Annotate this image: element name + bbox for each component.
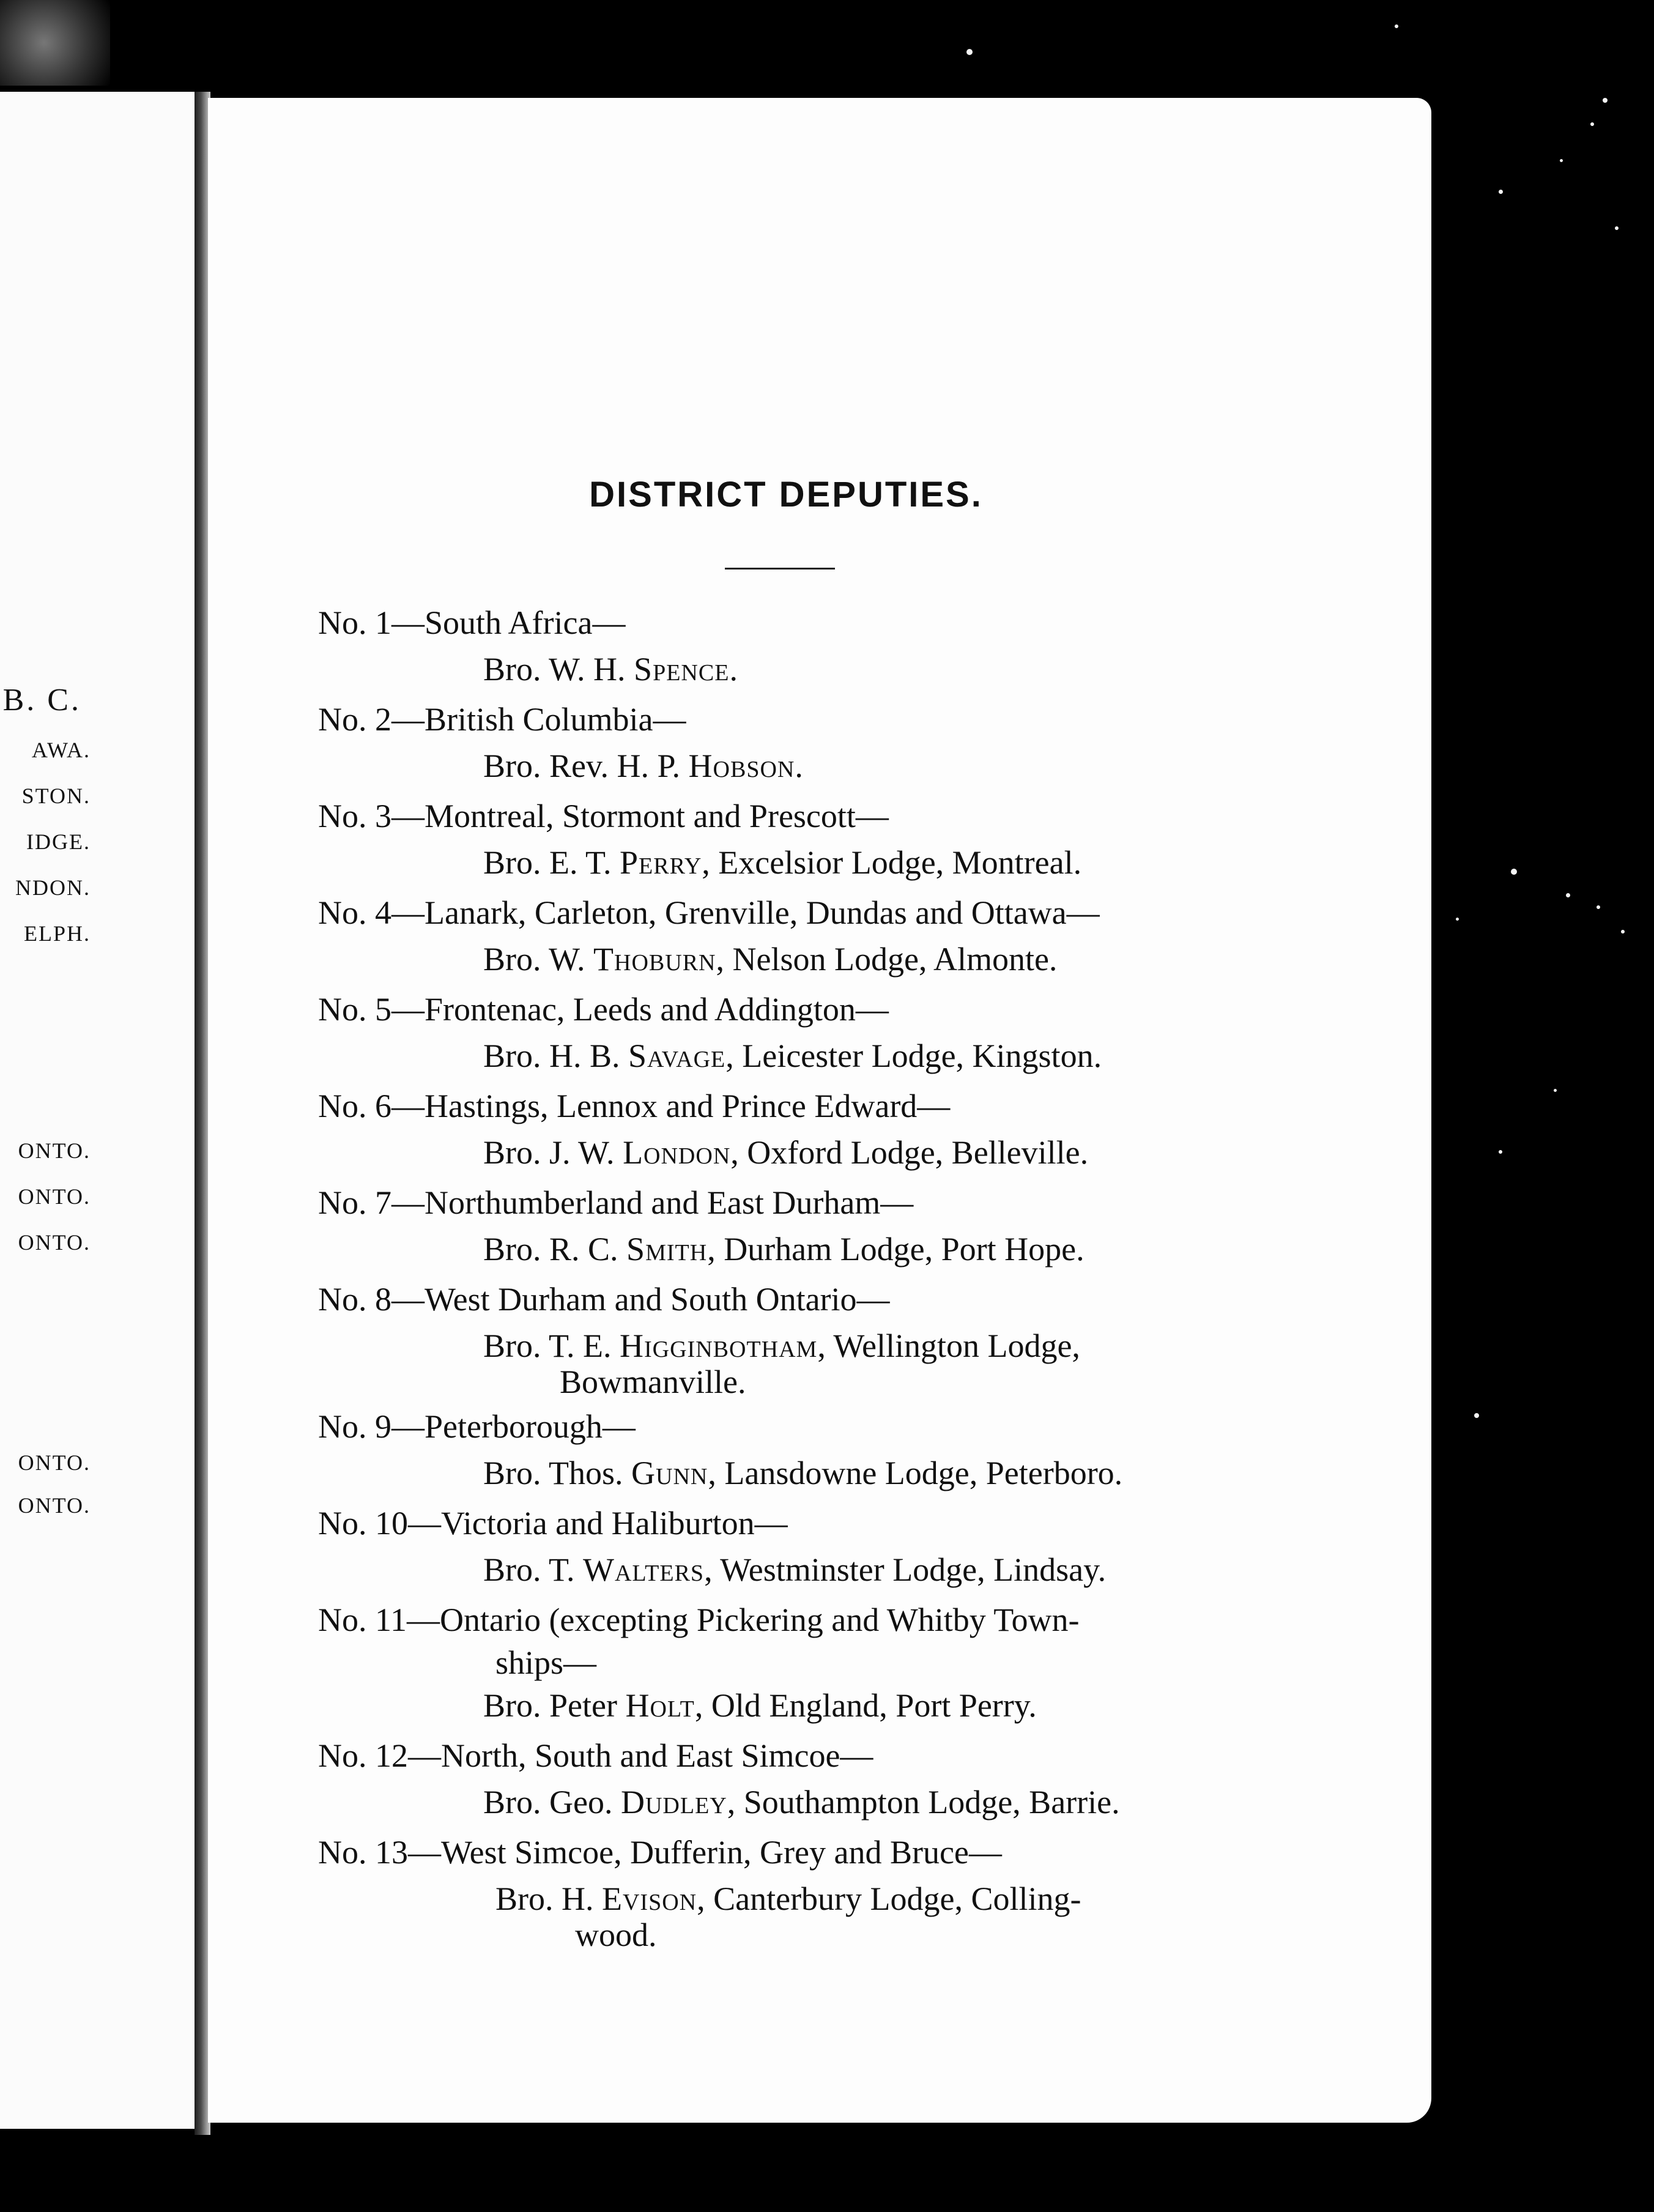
scan-edge-artifact [0,0,110,86]
deputy-prefix: Bro. Peter [483,1687,626,1724]
district-name-continuation: ships— [495,1644,597,1681]
scan-speck [1560,159,1563,162]
deputy-line [318,1033,1303,1079]
deputy-surname: Gunn [631,1455,708,1491]
deputy-line-continuation: wood. [575,1917,657,1953]
district-name: Montreal, Stormont and Prescott— [425,798,889,834]
deputy-lodge: , Durham Lodge, Port Hope. [707,1231,1085,1267]
district-number: No. 8 [318,1281,391,1318]
district-entry [318,696,1468,789]
district-entry [318,1179,1468,1272]
district-name: Peterborough— [425,1408,636,1445]
deputy-prefix: Bro. H. [495,1880,602,1917]
scan-speck [1554,1089,1557,1092]
district-entry [318,599,1468,692]
district-entry [318,1083,1468,1176]
district-name: Victoria and Haliburton— [441,1505,788,1542]
district-name: British Columbia— [425,701,686,738]
scan-speck [1499,190,1503,194]
deputy-prefix: Bro. H. B. [483,1037,629,1074]
left-page-fragment: ONTO. [18,1184,91,1209]
deputy-surname: Walters [583,1551,705,1588]
district-heading: No. 2—British Columbia— [318,701,686,738]
deputy-line [318,1779,1303,1825]
left-page-fragment: AWA. [31,738,91,762]
left-page-fragment: NDON. [15,875,91,900]
district-heading: No. 6—Hastings, Lennox and Prince Edward— [318,1088,951,1124]
scan-speck [1499,1150,1502,1154]
scan-speck [1395,24,1398,28]
district-entry [318,889,1468,982]
left-page-fragment: STON. [21,784,91,808]
deputy-prefix: Bro. E. T. [483,844,620,881]
district-heading: No. 5—Frontenac, Leeds and Addington— [318,991,889,1028]
district-number: No. 11 [318,1601,407,1638]
deputy-lodge: , Old England, Port Perry. [694,1687,1037,1724]
deputy-lodge: , Oxford Lodge, Belleville. [730,1134,1089,1171]
deputy-lodge: , Southampton Lodge, Barrie. [727,1784,1120,1820]
district-heading: No. 11—Ontario (excepting Pickering and Whitby Town- [318,1601,1080,1638]
deputy-prefix: Bro. Rev. H. P. [483,748,689,784]
district-heading: No. 7—Northumberland and East Durham— [318,1184,914,1221]
deputy-lodge: , Westminster Lodge, Lindsay. [704,1551,1107,1588]
deputy-surname: Holt [625,1687,695,1724]
district-number: No. 7 [318,1184,391,1221]
deputy-surname: Higginbotham [620,1327,818,1364]
district-list [318,599,1468,1956]
district-number: No. 3 [318,798,391,834]
district-name: South Africa— [425,604,626,641]
deputy-surname: Dudley [620,1784,727,1820]
district-name: Hastings, Lennox and Prince Edward— [425,1088,951,1124]
left-page-fragment: ELPH. [24,921,91,946]
district-name: Lanark, Carleton, Grenville, Dundas and Ottawa— [425,894,1100,931]
deputy-lodge: , Nelson Lodge, Almonte. [716,941,1058,978]
deputy-prefix: Bro. Thos. [483,1455,632,1491]
district-number: No. 5 [318,991,391,1028]
book-page [208,98,1431,2123]
district-number: No. 9 [318,1408,391,1445]
scan-speck [1597,905,1600,909]
deputy-lodge: . [729,651,738,688]
deputy-prefix: Bro. W. H. [483,651,634,688]
deputy-prefix: Bro. Geo. [483,1784,621,1820]
district-number: No. 10 [318,1505,408,1542]
deputy-surname: Savage [628,1037,726,1074]
deputy-line [318,646,1303,692]
deputy-surname: Evison [602,1880,697,1917]
left-page-fragment: IDGE. [26,830,91,854]
district-entry [318,1403,1468,1496]
district-heading: No. 4—Lanark, Carleton, Grenville, Dundas and Ottawa— [318,894,1100,931]
district-number: No. 1 [318,604,391,641]
deputy-prefix: Bro. T. E. [483,1327,620,1364]
district-name: Frontenac, Leeds and Addington— [425,991,889,1028]
district-number: No. 12 [318,1737,408,1774]
left-page-fragment: B. C. [2,683,81,718]
deputy-lodge: , Wellington Lodge, [817,1327,1080,1364]
district-heading: No. 1—South Africa— [318,604,626,641]
deputy-line-continuation: Bowmanville. [560,1364,746,1400]
district-entry [318,986,1468,1079]
district-heading: No. 8—West Durham and South Ontario— [318,1281,890,1318]
district-heading: No. 10—Victoria and Haliburton— [318,1505,788,1542]
left-page-fragment: ONTO. [18,1230,91,1255]
deputy-lodge: , Excelsior Lodge, Montreal. [702,844,1082,881]
scan-speck [1456,918,1459,921]
title-divider [725,568,835,570]
left-page-fragment: ONTO. [18,1450,91,1475]
deputy-lodge: , Lansdowne Lodge, Peterboro. [708,1455,1123,1491]
deputy-line [318,1129,1303,1176]
district-heading: No. 9—Peterborough— [318,1408,636,1445]
district-name: Northumberland and East Durham— [425,1184,914,1221]
scan-speck [1615,226,1619,230]
district-entry [318,1829,1468,1953]
deputy-line [318,1682,1303,1729]
scan-speck [966,49,973,55]
district-heading: No. 13—West Simcoe, Dufferin, Grey and Bruce— [318,1834,1002,1871]
deputy-line [318,839,1303,886]
deputy-surname: Perry [620,844,702,881]
scan-speck [1590,122,1594,126]
scan-speck [1474,1413,1479,1418]
district-number: No. 2 [318,701,391,738]
previous-page-strip [0,92,198,2129]
deputy-surname: Smith [626,1231,708,1267]
district-number: No. 13 [318,1834,408,1871]
deputy-prefix: Bro. T. [483,1551,584,1588]
deputy-surname: Spence [634,651,730,688]
district-heading: No. 12—North, South and East Simcoe— [318,1737,873,1774]
scan-speck [1511,869,1517,875]
deputy-line [318,1546,1303,1593]
deputy-line [318,743,1303,789]
deputy-surname: London [623,1134,731,1171]
district-name: West Simcoe, Dufferin, Grey and Bruce— [441,1834,1002,1871]
deputy-line [318,1226,1303,1272]
deputy-surname: Thoburn [593,941,716,978]
left-page-fragment: ONTO. [18,1138,91,1163]
deputy-line [318,936,1303,982]
district-name: North, South and East Simcoe— [441,1737,873,1774]
deputy-lodge: , Leicester Lodge, Kingston. [725,1037,1102,1074]
deputy-lodge: , Canterbury Lodge, Colling- [697,1880,1081,1917]
scan-speck [1621,930,1625,933]
district-number: No. 6 [318,1088,391,1124]
deputy-line [318,1323,1303,1369]
district-name: West Durham and South Ontario— [425,1281,890,1318]
scan-speck [1603,98,1608,103]
deputy-line [318,1450,1303,1496]
district-entry [318,1500,1468,1593]
district-number: No. 4 [318,894,391,931]
district-name: Ontario (excepting Pickering and Whitby Town- [440,1601,1080,1638]
left-page-fragment: ONTO. [18,1493,91,1518]
district-entry [318,1732,1468,1825]
deputy-prefix: Bro. R. C. [483,1231,627,1267]
deputy-surname: Hobson [688,748,795,784]
district-entry [318,793,1468,886]
district-heading: No. 3—Montreal, Stormont and Prescott— [318,798,889,834]
district-entry [318,1276,1468,1400]
deputy-prefix: Bro. J. W. [483,1134,623,1171]
deputy-line [318,1876,1315,1922]
district-entry [318,1597,1468,1729]
scan-speck [1566,893,1570,897]
page-title: DISTRICT DEPUTIES. [589,475,983,514]
deputy-prefix: Bro. W. [483,941,594,978]
deputy-lodge: . [795,748,803,784]
